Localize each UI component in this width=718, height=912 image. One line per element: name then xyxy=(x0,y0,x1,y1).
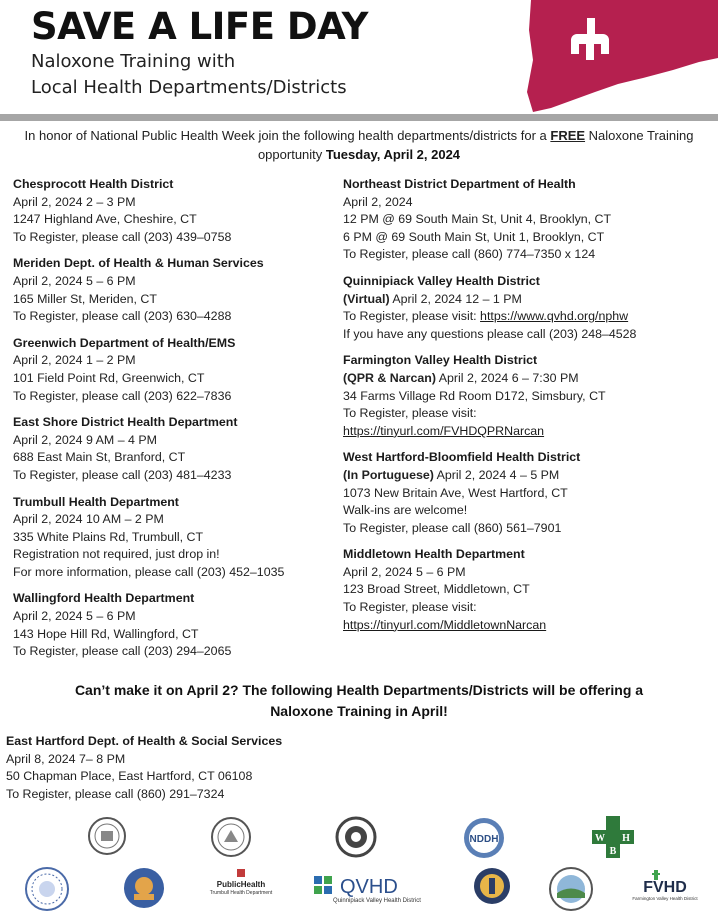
april-callout: Can’t make it on April 2? The following Health Departments/Districts will be offering a Naloxone Training in April! xyxy=(74,682,644,719)
svg-text:W: W xyxy=(595,833,605,844)
svg-text:H: H xyxy=(622,833,630,844)
entry-west-hartford: West Hartford-Bloomfield Health District (In Portuguese) April 2, 2024 4 – 5 PM 1073 New Britain Ave, West Hartford, CT Walk-ins are welcome! To Register, please call (860) 561–7901 xyxy=(343,450,581,535)
entry-east-shore: East Shore District Health Department April 2, 2024 9 AM – 4 PM 688 East Main St, Branford, CT To Register, please call (203) 481–4233 xyxy=(13,415,238,482)
entry-middletown: Middletown Health Department April 2, 2024 5 – 6 PM 123 Broad Street, Middletown, CT To Register, please visit: https://tinyurl.com/MiddletownNarcan xyxy=(343,546,713,634)
qvhd-logo: QVHD Quinnipiack Valley Health District xyxy=(312,872,442,898)
entry-trumbull: Trumbull Health Department April 2, 2024 10 AM – 2 PM 335 White Plains Rd, Trumbull, CT Registration not required, just drop in! For more information, please call (203) 452–1035 xyxy=(13,494,285,579)
event-date: Tuesday, April 2, 2024 xyxy=(325,147,461,162)
entry-chesprocott: Chesprocott Health District April 2, 2024 2 – 3 PM 1247 Highland Ave, Cheshire, CT To Register, please call (203) 439–0758 xyxy=(13,177,232,244)
free-emphasis: FREE xyxy=(550,128,586,143)
trumbull-public-health-logo: PublicHealth Trumbull Health Department xyxy=(208,868,274,890)
entry-quinnipiack: Quinnipiack Valley Health District (Virtual) April 2, 2024 12 – 1 PM To Register, please visit: https://www.qvhd.org/nphw If you have any questions please call (203) 248–4528 xyxy=(343,273,637,341)
middletown-register-link[interactable]: https://tinyurl.com/MiddletownNarcan xyxy=(343,617,547,632)
entry-greenwich: Greenwich Department of Health/EMS April 2, 2024 1 – 2 PM 101 Field Point Rd, Greenwich, CT To Register, please call (203) 622–7836 xyxy=(13,335,236,403)
partner-logos xyxy=(0,810,718,911)
page-title: SAVE A LIFE DAY xyxy=(31,5,368,48)
fvhd-logo: FVHD Farmington Valley Health District xyxy=(630,870,700,896)
entry-wallingford: Wallingford Health Department April 2, 2024 5 – 6 PM 143 Hope Hill Rd, Wallingford, CT To Register, please call (203) 294–2065 xyxy=(13,591,232,659)
east-shore-logo xyxy=(335,816,377,858)
entry-northeast: Northeast District Department of Health April 2, 2024 12 PM @ 69 South Main St, Unit 4, Brooklyn, CT 6 PM @ 69 South Main St, Unit 1, Brooklyn, CT To Register, please call (860) 774–7350 x 124 xyxy=(343,177,612,262)
nddh-logo xyxy=(462,816,506,860)
header-divider xyxy=(0,114,718,121)
svg-text:B: B xyxy=(609,846,617,857)
intro-text: In honor of National Public Health Week join the following health departments/districts for a FREE Naloxone Training opportunity Tuesday, April 2, 2024 xyxy=(24,128,694,162)
seal-logo-2 xyxy=(210,816,252,858)
entry-farmington: Farmington Valley Health District (QPR & Narcan) April 2, 2024 6 – 7:30 PM 34 Farms Village Rd Room D172, Simsbury, CT To Register, please visit: https://tinyurl.com/FVHDQPRNarcan xyxy=(343,352,713,440)
subtitle-line-1: Naloxone Training with xyxy=(31,51,236,72)
entry-meriden: Meriden Dept. of Health & Human Services April 2, 2024 5 – 6 PM 165 Miller St, Meriden, CT To Register, please call (203) 630–4288 xyxy=(13,256,264,324)
bethlehem-health-logo xyxy=(472,866,512,910)
fvhd-register-link[interactable]: https://tinyurl.com/FVHDQPRNarcan xyxy=(343,423,545,438)
entry-east-hartford: East Hartford Dept. of Health & Social Services April 8, 2024 7– 8 PM 50 Chapman Place, East Hartford, CT 06108 To Register, please call (860) 291–7324 xyxy=(6,734,283,801)
left-column xyxy=(13,176,353,670)
city-seal-logo xyxy=(24,866,70,912)
right-column xyxy=(343,176,713,643)
svg-text:FVHD: FVHD xyxy=(643,879,687,896)
meriden-health-logo xyxy=(122,866,166,910)
qvhd-register-link[interactable]: https://www.qvhd.org/nphw xyxy=(480,309,629,324)
header xyxy=(0,0,718,118)
wbh-logo xyxy=(590,814,636,860)
svg-text:NDDH: NDDH xyxy=(469,834,499,845)
connecticut-map-icon xyxy=(523,0,718,112)
svg-text:QVHD: QVHD xyxy=(340,876,398,898)
subtitle-line-2: Local Health Departments/Districts xyxy=(31,77,347,98)
seal-logo-1 xyxy=(87,816,127,856)
svg-text:PublicHealth: PublicHealth xyxy=(216,880,266,889)
page-subtitle xyxy=(31,49,347,101)
middletown-seal-logo xyxy=(548,866,594,912)
